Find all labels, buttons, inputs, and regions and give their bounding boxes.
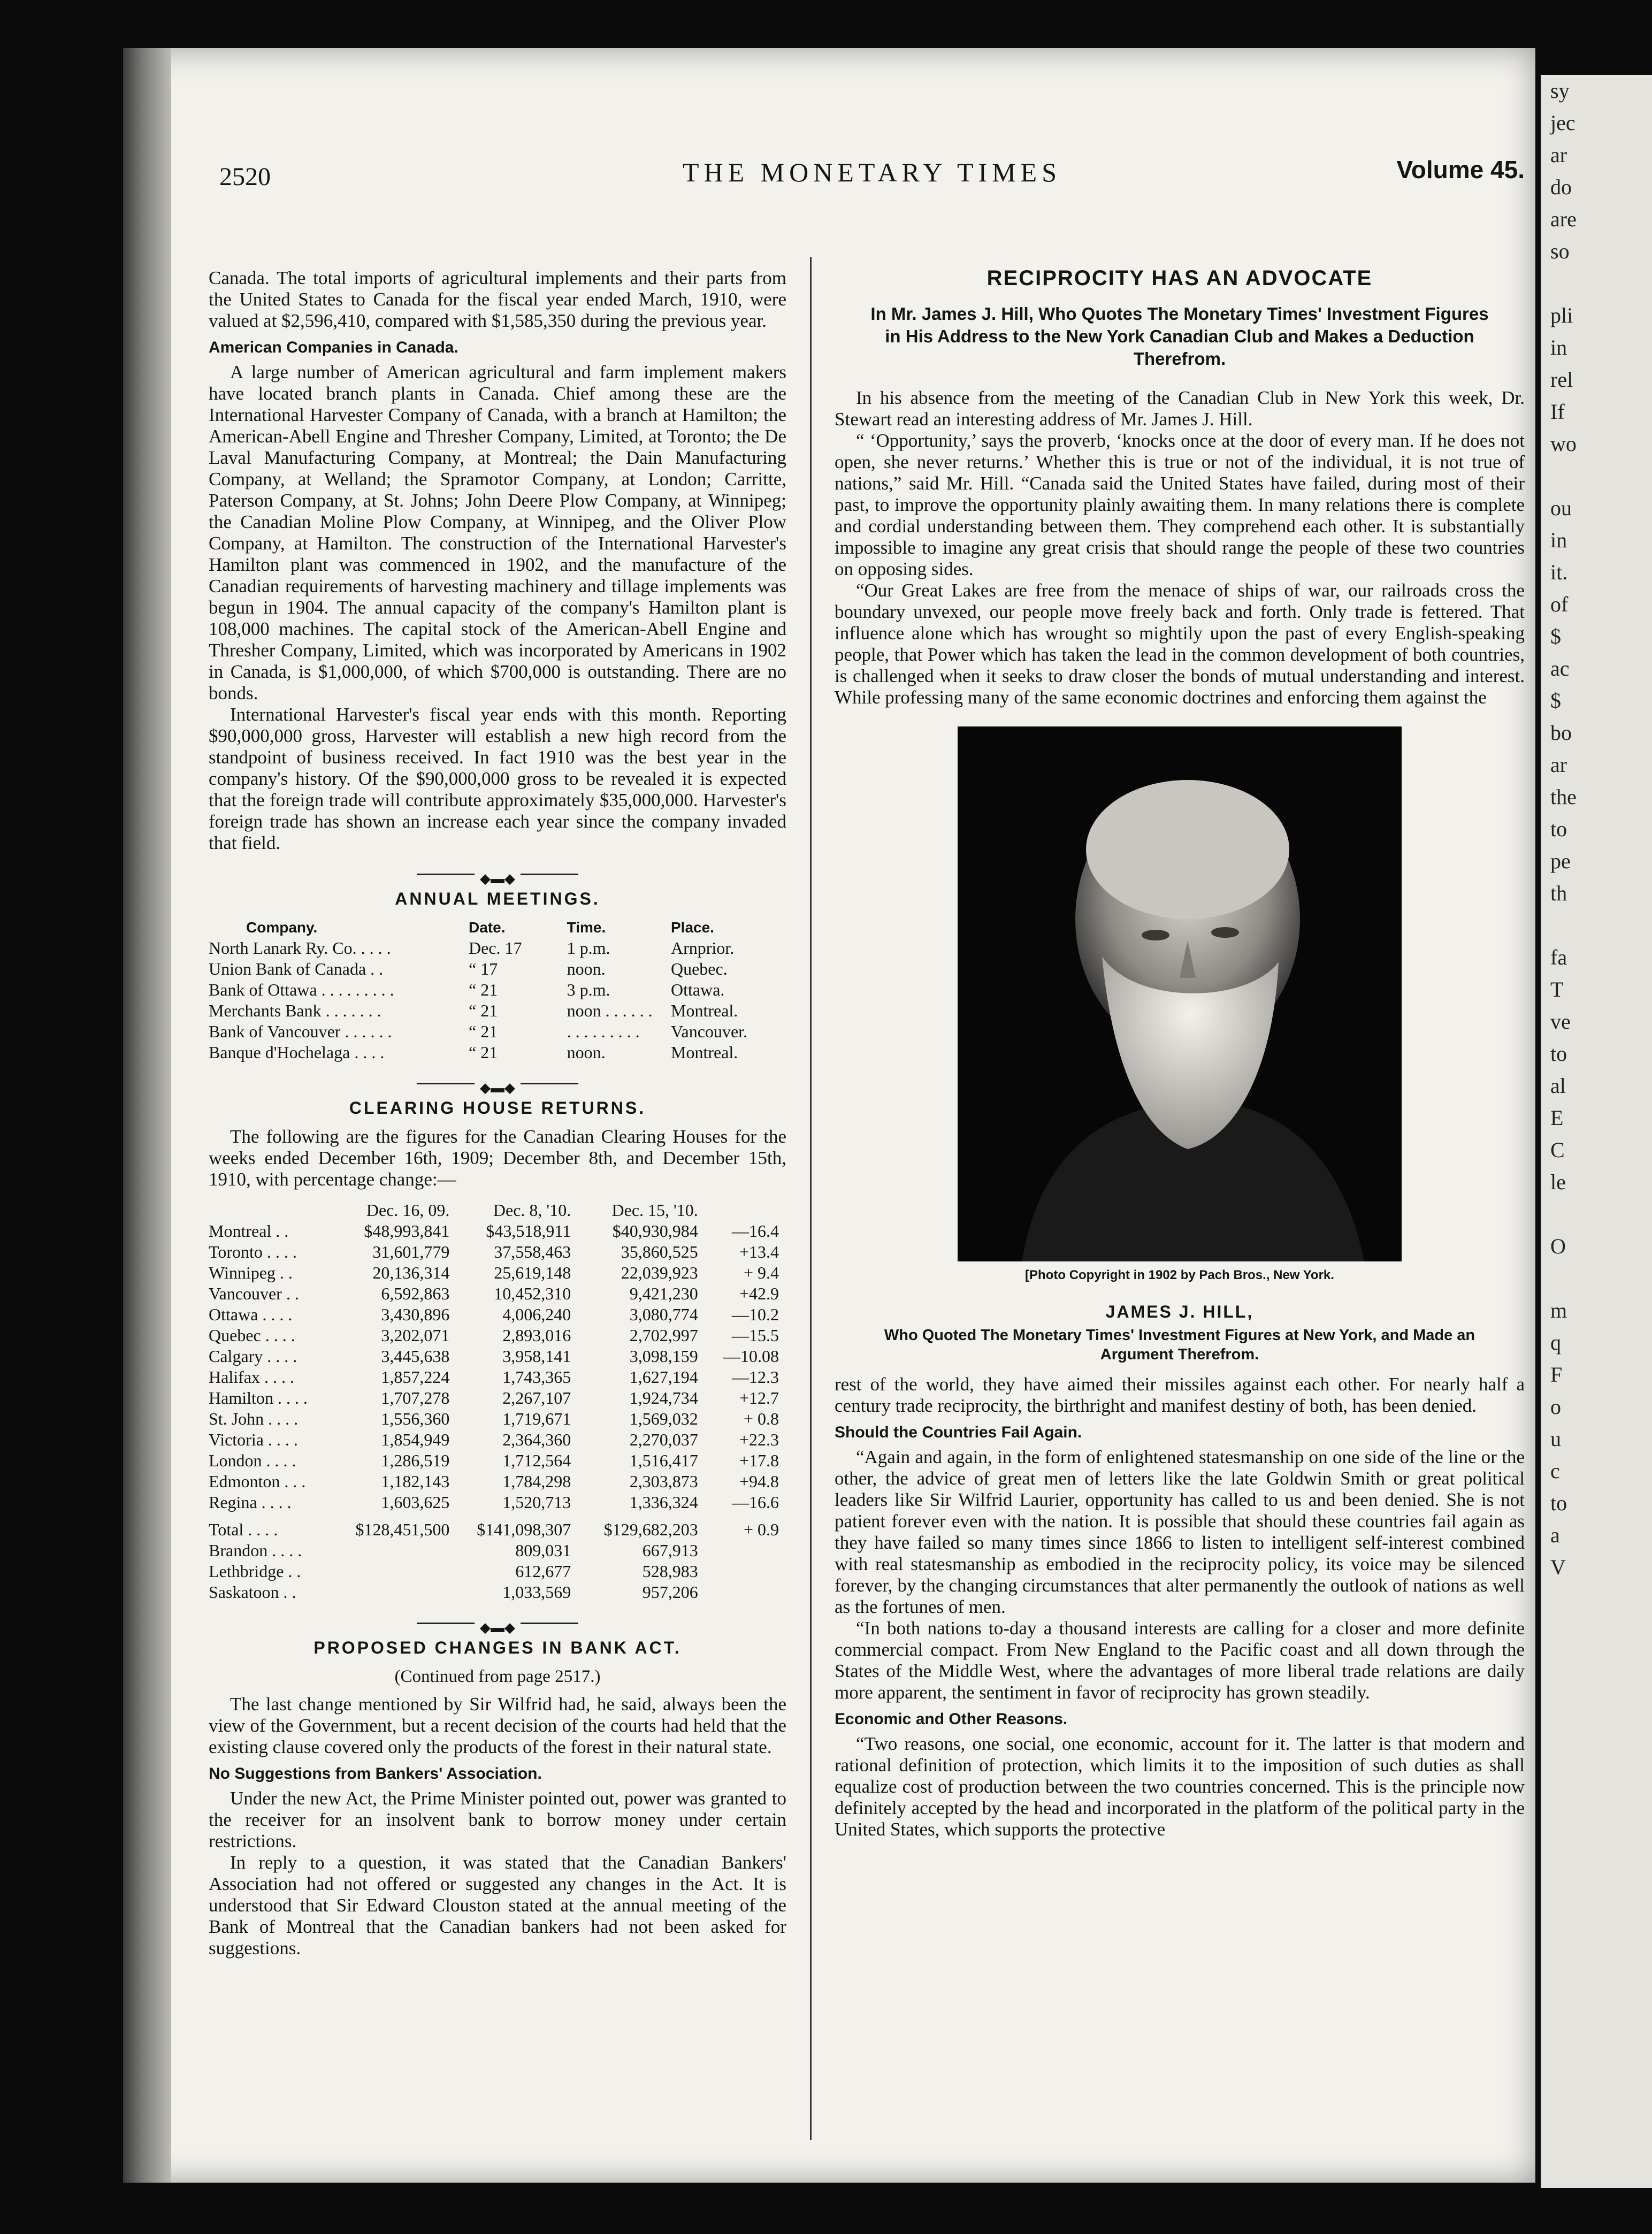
bank-act-paragraph-3: In reply to a question, it was stated that the Canadian Bankers' Association had not offered or suggested any changes in the Act. It is understood that Sir Edward Clouston stated at the annual meeting of the Bank of Montreal that the Canadian bankers had not been asked for suggestions. [209,1852,786,1958]
clearing-city: Calgary . . . . [209,1346,297,1366]
article-paragraph-7: “Two reasons, one social, one economic, account for it. The latter is that modern and rational definition of protection, which limits it to the imposition of such duties as shall equalize cost of production between the two countries concerned. This is the principle now definitely accepted by the head and incorporated in the platform of the political party in the United States, which supports the protective [835,1733,1525,1840]
clearing-extra-row [209,1540,786,1561]
clearing-c: 3,098,159 [629,1346,698,1366]
clearing-row [209,1450,786,1471]
facing-page-fragment: V [1550,1555,1566,1579]
bankers-association-subheading: No Suggestions from Bankers' Association. [209,1765,542,1782]
bank-act-paragraph-2: Under the new Act, the Prime Minister pointed out, power was granted to the receiver for an insolvent bank to borrow money under certain restrictions. [209,1788,786,1852]
clearing-a: 1,182,143 [381,1472,450,1491]
meeting-place: Arnprior. [670,938,735,958]
clearing-city: Vancouver . . [209,1284,299,1303]
clearing-a: $48,993,841 [364,1221,450,1241]
facing-page-fragment: o [1550,1395,1561,1419]
clearing-a: 20,136,314 [372,1263,450,1282]
american-companies-paragraph-2: International Harvester's fiscal year ends with this month. Reporting $90,000,000 gross, Harvester will establish a new high record from the standpoint of business received. In fact 1910 was the best year in the company's history. Of the $90,000,000 gross to be revealed it is expected that the foreign trade will contribute approximately $35,000,000. Harvester's foreign trade has shown an increase each year since the company invaded that field. [209,704,786,853]
clearing-b: 3,958,141 [502,1346,571,1366]
meeting-company: Bank of Vancouver . . . . . . [209,1022,392,1041]
facing-page-fragment: T [1550,977,1564,1001]
meeting-place: Montreal. [670,1001,738,1020]
meeting-date: “ 21 [469,1001,498,1020]
facing-page-fragment: ar [1550,143,1567,167]
facing-page-fragment: rel [1550,368,1573,392]
clearing-b: $43,518,911 [486,1221,571,1241]
clearing-c: 35,860,525 [621,1242,698,1261]
facing-page-fragment: If [1550,400,1565,424]
facing-page-fragment [1541,909,1652,942]
clearing-extra-b: 612,677 [515,1562,571,1581]
clearing-c: 9,421,230 [629,1284,698,1303]
clearing-chg: +13.4 [739,1242,779,1261]
portrait-photo [958,726,1402,1261]
facing-page-fragment: to [1550,1491,1567,1515]
clearing-city: Winnipeg . . [209,1263,293,1282]
clearing-a: 3,202,071 [381,1326,450,1345]
clearing-chg: +17.8 [739,1451,779,1470]
clearing-extra-row [209,1582,786,1603]
facing-page-fragment [1541,460,1652,492]
clearing-c: 3,080,774 [629,1305,698,1324]
column-rule [810,257,812,2140]
ornament-divider: ◆▬◆ [209,1076,786,1091]
meeting-time: noon. [567,959,606,978]
clearing-city: Hamilton . . . . [209,1388,308,1407]
clearing-c: 1,516,417 [629,1451,698,1470]
facing-page-fragment: ou [1550,496,1572,520]
clearing-row [209,1346,786,1367]
photo-credit: [Photo Copyright in 1902 by Pach Bros., New York. [1025,1268,1334,1282]
clearing-total-b: $141,098,307 [477,1520,571,1539]
american-companies-paragraph-1: A large number of American agricultural and farm implement makers have located branch plants in Canada. Chief among these are the International Harvester Company of Canada, with a branch at Hamilton; the American-Abell Engine and Thresher Company, Limited, at Toronto; the De Laval Manufacturing Company, at Montreal; the Dain Manufacturing Company, at Welland; the Spramotor Company, at London; Carritte, Paterson Company, at St. Johns; John Deere Plow Company, at Winnipeg; the Canadian Moline Plow Company, at Winnipeg, and the Oliver Plow Company, at Hamilton. The construction of the International Harvester's Hamilton plant was commenced in 1902, and the manufacture of the Canadian requirements of harvesting machinery and tillage implements was begun in 1904. The annual capacity of the company's Hamilton plant is 108,000 machines. The capital stock of the American-Abell Engine and Thresher Company, Limited, which was incorporated by Americans in 1902 in Canada, is $1,000,000, of which $700,000 is outstanding. There are no bonds. [209,362,786,703]
meeting-date: “ 21 [469,1043,498,1062]
clearing-city: Ottawa . . . . [209,1305,293,1324]
col-date: Date. [469,919,506,936]
clearing-c: 1,627,194 [629,1367,698,1387]
clearing-city: Halifax . . . . [209,1367,294,1387]
intro-paragraph: Canada. The total imports of agricultural implements and their parts from the United States to Canada for the fiscal year ended March, 1910, were valued at $2,596,410, compared with $1,585,350 during the previous year. [209,267,786,331]
meeting-row [209,1042,786,1063]
facing-page-fragment [1541,267,1652,300]
col-dec16-09: Dec. 16, 09. [366,1200,450,1220]
facing-page-fragment: u [1550,1427,1561,1451]
clearing-city: Toronto . . . . [209,1242,297,1261]
meetings-rows [209,938,786,1063]
clearing-a: 1,603,625 [381,1493,450,1512]
meeting-company: Bank of Ottawa . . . . . . . . . [209,980,394,999]
clearing-b: 2,893,016 [502,1326,571,1345]
meeting-company: Merchants Bank . . . . . . . [209,1001,381,1020]
meeting-date: “ 17 [469,959,498,978]
clearing-total-city: Total . . . . [209,1520,278,1539]
clearing-chg: —16.6 [732,1493,779,1512]
facing-page-fragment: ar [1550,753,1567,777]
facing-page-fragment: th [1550,881,1567,905]
facing-page-fragment: le [1550,1170,1566,1194]
clearing-a: 3,445,638 [381,1346,450,1366]
portrait-illustration [958,726,1402,1261]
clearing-city: Victoria . . . . [209,1430,298,1449]
clearing-row [209,1471,786,1492]
facing-page-fragment: a [1550,1523,1560,1547]
meeting-date: “ 21 [469,980,498,999]
clearing-total-a: $128,451,500 [355,1520,450,1539]
clearing-row [209,1429,786,1450]
annual-meetings-table [209,917,786,1063]
clearing-chg: + 0.8 [743,1409,779,1428]
facing-page-fragment: to [1550,1042,1567,1066]
portrait-figure [958,726,1402,1286]
clearing-extra-city: Saskatoon . . [209,1582,296,1602]
clearing-c: 1,569,032 [629,1409,698,1428]
facing-page-fragment [1541,1263,1652,1295]
book-binding-shadow [123,48,171,2183]
meeting-time: . . . . . . . . . [567,1022,640,1041]
running-header [219,147,1525,195]
col-dec8-10: Dec. 8, '10. [493,1200,571,1220]
clearing-b: 1,712,564 [502,1451,571,1470]
meeting-company: Banque d'Hochelaga . . . . [209,1043,385,1062]
clearing-chg: +22.3 [739,1430,779,1449]
clearing-chg: —15.5 [732,1326,779,1345]
clearing-extra-row [209,1561,786,1582]
clearing-house-intro: The following are the figures for the Canadian Clearing Houses for the weeks ended December 16th, 1909; December 8th, and December 15th, 1910, with percentage change:— [209,1126,786,1190]
facing-page-fragment: q [1550,1330,1561,1355]
clearing-chg: —10.2 [732,1305,779,1324]
col-dec15-10: Dec. 15, '10. [611,1200,698,1220]
clearing-row [209,1283,786,1304]
facing-page-edge [1541,75,1652,2188]
meeting-company: North Lanark Ry. Co. . . . . [209,938,391,958]
clearing-c: 2,270,037 [629,1430,698,1449]
clearing-a: 1,854,949 [381,1430,450,1449]
clearing-b: 1,743,365 [502,1367,571,1387]
clearing-chg: +12.7 [739,1388,779,1407]
article-paragraph-3: “Our Great Lakes are free from the menace of ships of war, our railroads cross the boundary unvexed, our people move freely back and forth. Only trade is fettered. That influence alone which has wrought so mightily upon the past of every English-speaking people, that Power which has taken the lead in the common development of both countries, is challenged when it seeks to draw closer the bonds of mutual understanding and interest. While professing many of the same economic doctrines and enforcing them against the [835,580,1525,708]
clearing-c: 2,303,873 [629,1472,698,1491]
bank-act-paragraph-1: The last change mentioned by Sir Wilfrid had, he said, always been the view of the Government, but a recent decision of the courts had held that the existing clause covered only the products of the forest in their natural state. [209,1694,786,1757]
clearing-c: 22,039,923 [621,1263,698,1282]
clearing-extra-b: 809,031 [515,1541,571,1560]
clearing-a: 1,707,278 [381,1388,450,1407]
meeting-place: Vancouver. [670,1022,748,1041]
facing-page-fragment: pe [1550,849,1571,873]
annual-meetings-heading: ANNUAL MEETINGS. [395,889,600,908]
clearing-row [209,1367,786,1388]
economic-reasons-subheading: Economic and Other Reasons. [835,1710,1068,1728]
journal-title: THE MONETARY TIMES [683,157,1061,187]
clearing-extra-city: Brandon . . . . [209,1541,302,1560]
clearing-extra-c: 957,206 [642,1582,698,1602]
clearing-house-table [209,1200,786,1603]
clearing-b: 37,558,463 [494,1242,571,1261]
ornament-divider: ◆▬◆ [209,867,786,882]
clearing-total-c: $129,682,203 [603,1520,698,1539]
clearing-chg: —10.08 [723,1346,779,1366]
article-subtitle: In Mr. James J. Hill, Who Quotes The Monetary Times' Investment Figures in His Address to the New York Canadian Club and Makes a Deduction Therefrom. [870,304,1489,369]
clearing-a: 3,430,896 [381,1305,450,1324]
clearing-a: 31,601,779 [372,1242,450,1261]
article-paragraph-2: “ ‘Opportunity,’ says the proverb, ‘knocks once at the door of every man. If he does not open, she never returns.’ Whether this is true or not of the individual, it is not true of nations,” said Mr. Hill. “Canada said the United States have failed, during most of their past, to improve the opportunity plainly awaiting them. In many relations there is complete and cordial understanding between them. They comprehend each other. It is substantially impossible to imagine any great crisis that should range the people of these two countries on opposing sides. [835,430,1525,579]
meeting-place: Montreal. [670,1043,738,1062]
article-title: RECIPROCITY HAS AN ADVOCATE [986,266,1373,290]
clearing-city: Regina . . . . [209,1493,292,1512]
clearing-a: 1,286,519 [381,1451,450,1470]
clearing-c: 1,924,734 [629,1388,698,1407]
clearing-b: 4,006,240 [502,1305,571,1324]
clearing-row [209,1221,786,1242]
caption-name: JAMES J. HILL, [1105,1302,1254,1321]
should-countries-fail-subheading: Should the Countries Fail Again. [835,1424,1082,1441]
clearing-rows [209,1221,786,1603]
meeting-time: noon. [567,1043,606,1062]
facing-page-fragment: C [1550,1138,1565,1162]
clearing-extra-c: 528,983 [642,1562,698,1581]
article-paragraph-4: rest of the world, they have aimed their missiles against each other. For nearly half a century trade reciprocity, the birthright and manifest destiny of both, has been denied. [835,1374,1525,1416]
clearing-b: 2,267,107 [502,1388,571,1407]
meeting-company: Union Bank of Canada . . [209,959,384,978]
clearing-total-row [209,1513,786,1540]
facing-page-fragment: pli [1550,303,1573,327]
clearing-chg: —16.4 [732,1221,779,1241]
ornament-divider: ◆▬◆ [209,1616,786,1631]
clearing-a: 6,592,863 [381,1284,450,1303]
facing-page-fragment [1541,1198,1652,1230]
meeting-date: “ 21 [469,1022,498,1041]
facing-page-fragment: the [1550,785,1577,809]
left-column [209,267,786,1959]
clearing-c: $40,930,984 [612,1221,698,1241]
facing-page-fragment: F [1550,1363,1563,1387]
meeting-row [209,980,786,1000]
clearing-b: 10,452,310 [494,1284,571,1303]
facing-page-fragment: O [1550,1234,1566,1258]
facing-page-fragment: of [1550,592,1569,616]
facing-page-fragment: al [1550,1074,1566,1098]
col-company: Company. [246,919,318,936]
clearing-row [209,1304,786,1325]
clearing-row [209,1409,786,1429]
clearing-extra-city: Lethbridge . . [209,1562,301,1581]
clearing-city: Montreal . . [209,1221,289,1241]
meeting-row [209,938,786,959]
facing-page-fragment: so [1550,239,1570,263]
facing-page-fragment: ve [1550,1009,1571,1034]
clearing-b: 1,784,298 [502,1472,571,1491]
clearing-city: London . . . . [209,1451,296,1470]
meeting-date: Dec. 17 [469,938,522,958]
meeting-time: 3 p.m. [567,980,610,999]
clearing-row [209,1242,786,1263]
facing-page-fragment: are [1550,207,1577,231]
clearing-row [209,1492,786,1513]
clearing-city: Quebec . . . . [209,1326,295,1345]
facing-page-fragment: E [1550,1106,1564,1130]
facing-page-fragment: in [1550,528,1567,552]
facing-page-fragment: wo [1550,432,1577,456]
col-place: Place. [670,919,714,936]
clearing-b: 1,719,671 [502,1409,571,1428]
meeting-row [209,1021,786,1042]
facing-page-fragment: bo [1550,721,1572,745]
facing-page-fragment: $ [1550,624,1561,648]
facing-page-fragment: ac [1550,656,1570,680]
facing-page-fragment: c [1550,1459,1560,1483]
meeting-row [209,1000,786,1021]
bank-act-heading: PROPOSED CHANGES IN BANK ACT. [313,1638,682,1657]
article-paragraph-5: “Again and again, in the form of enlightened statesmanship on one side of the line or the other, the advice of great men of letters like the late Goldwin Smith or great political leaders like Sir Wilfrid Laurier, opportunity has called to us and been denied. She is not patient forever even with the nation. It is possible that should these countries fail again as they have failed so many times since 1866 to listen to intelligent self-interest combined with real statesmanship as embodied in the reciprocity policy, its voice may be silenced forever, by the changing circumstances that alter permanently the outlook of nations as well as the fortunes of men. [835,1447,1525,1617]
clearing-c: 1,336,324 [629,1493,698,1512]
clearing-city: Edmonton . . . [209,1472,306,1491]
facing-page-fragment: to [1550,817,1567,841]
meeting-row [209,959,786,980]
clearing-b: 1,520,713 [502,1493,571,1512]
meeting-place: Ottawa. [670,980,725,999]
article-paragraph-6: “In both nations to-day a thousand interests are calling for a closer and more definite commercial compact. From New England to the Pacific coast and all down through the States of the Middle West, where the advantages of more liberal trade relations are daily more apparent, the sentiment in favor of reciprocity has grown steadily. [835,1618,1525,1703]
page-number: 2520 [219,163,271,191]
clearing-a: 1,556,360 [381,1409,450,1428]
facing-page-fragment: $ [1550,688,1561,713]
clearing-b: 25,619,148 [494,1263,571,1282]
meeting-time: 1 p.m. [567,938,610,958]
facing-page-fragment: sy [1550,79,1570,103]
clearing-b: 2,364,360 [502,1430,571,1449]
clearing-chg: +94.8 [739,1472,779,1491]
facing-page-fragment: in [1550,335,1567,359]
facing-page-fragment: jec [1550,111,1575,135]
clearing-chg: + 9.4 [743,1263,779,1282]
clearing-extra-c: 667,913 [642,1541,698,1560]
facing-page-fragment: m [1550,1298,1567,1322]
clearing-chg: —12.3 [732,1367,779,1387]
caption-text: Who Quoted The Monetary Times' Investment Figures at New York, and Made an Argument Therefrom. [884,1327,1475,1363]
scanned-page [123,48,1535,2183]
clearing-row [209,1388,786,1409]
clearing-chg: +42.9 [739,1284,779,1303]
clearing-row [209,1325,786,1346]
right-column [835,267,1525,1840]
meetings-header-row [209,917,786,938]
clearing-total-chg: + 0.9 [743,1520,779,1539]
meeting-time: noon . . . . . . [567,1001,653,1020]
col-time: Time. [567,919,606,936]
clearing-row [209,1263,786,1283]
american-companies-heading: American Companies in Canada. [209,339,458,356]
clearing-extra-b: 1,033,569 [502,1582,571,1602]
facing-page-fragment: do [1550,175,1572,199]
facing-page-fragment: it. [1550,560,1568,584]
clearing-c: 2,702,997 [629,1326,698,1345]
volume-label: Volume 45. [1396,156,1525,183]
clearing-a: 1,857,224 [381,1367,450,1387]
clearing-header-row [209,1200,786,1221]
facing-page-fragment: fa [1550,945,1567,969]
clearing-house-heading: CLEARING HOUSE RETURNS. [349,1098,646,1118]
article-paragraph-1: In his absence from the meeting of the Canadian Club in New York this week, Dr. Stewart read an interesting address of Mr. James J. Hill. [835,387,1525,430]
clearing-city: St. John . . . . [209,1409,299,1428]
meeting-place: Quebec. [670,959,728,978]
continued-note: (Continued from page 2517.) [394,1667,601,1686]
